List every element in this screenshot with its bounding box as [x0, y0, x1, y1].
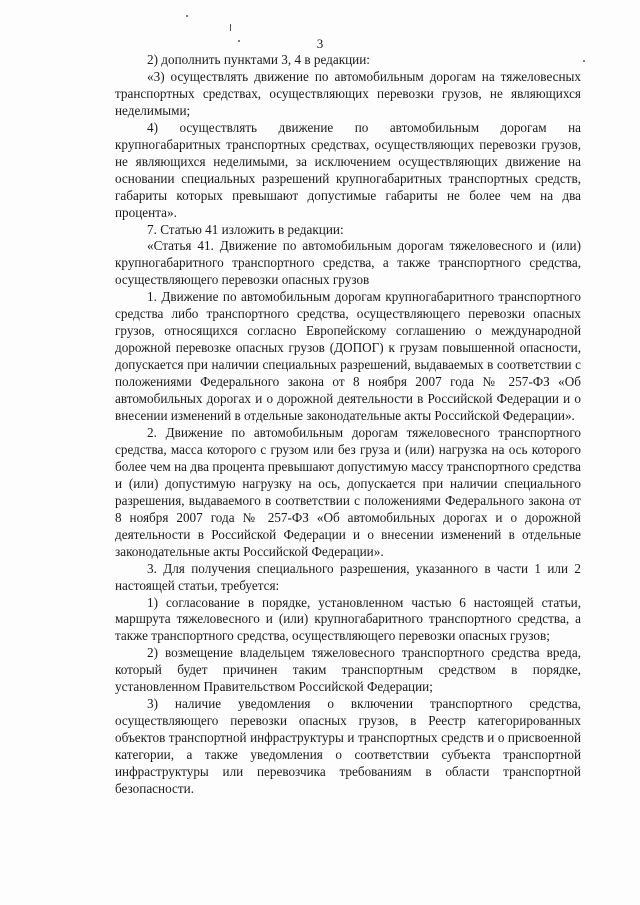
paragraph-amend-points: 2) дополнить пунктами 3, 4 в редакции: — [147, 52, 370, 67]
paragraph-article-41-part-3: 3. Для получения специального разрешения, указанного в части 1 или 2 настоящей статьи, требуется: — [115, 560, 581, 593]
paragraph-point-3: «3) осуществлять движение по автомобильным дорогам на тяжеловесных транспортных средствах, осуществляющих перевозки грузов, не являющихся неделимыми; — [115, 68, 581, 118]
scan-speck — [230, 24, 231, 31]
paragraph-article-41-title: «Статья 41. Движение по автомобильным дорогам тяжеловесного и (или) крупногабаритного транспортного средства, а также транспортного средства, осуществляющего перевозки опасных грузов — [115, 238, 581, 288]
paragraph-article-41-part-1: 1. Движение по автомобильным дорогам крупногабаритного транспортного средства либо транспортного средства, осуществляющего перевозки опасных грузов, относящихся согласно Европейскому соглашению о международной дорожной перевозке опасных грузов (ДОПОГ) к грузам повышенной опасности, допускается при наличии специальных разрешений, выдаваемых в соответствии с положениями Федерального закона от 8 ноября 2007 года № 257-ФЗ «Об автомобильных дорогах и о дорожной деятельности в Российской Федерации и о внесении изменений в отдельные законодательные акты Российской Федерации». — [115, 289, 581, 424]
document-body — [115, 52, 581, 798]
paragraph-article-41-part-2: 2. Движение по автомобильным дорогам тяжеловесного транспортного средства, масса которого с грузом или без груза и (или) нагрузка на ось которого более чем на два процента превышают допустимую массу транспортного средства и (или) допустимую нагрузку на ось, допускается при наличии специального разрешения, выдаваемого в соответствии с положениями Федерального закона от 8 ноября 2007 года № 257-ФЗ «Об автомобильных дорогах и о дорожной деятельности в Российской Федерации и о внесении изменений в отдельные законодательные акты Российской Федерации». — [115, 424, 581, 559]
paragraph-requirement-3: 3) наличие уведомления о включении транспортного средства, осуществляющего перевозки опасных грузов, в Реестр категорированных объектов транспортной инфраструктуры и транспортных средств и о присвоенной категории, а также уведомления о соответствии субъекта транспортной инфраструктуры или перевозчика требованиям в области транспортной безопасности. — [115, 696, 581, 796]
scan-speck — [583, 60, 585, 62]
page-number: 3 — [316, 36, 324, 51]
paragraph-requirement-1: 1) согласование в порядке, установленном частью 6 настоящей статьи, маршрута тяжеловесного и (или) крупногабаритного транспортного средства, а также транспортного средства, осуществляющего перевозки опасных грузов; — [115, 594, 581, 644]
scan-speck — [186, 15, 188, 17]
paragraph-point-4: 4) осуществлять движение по автомобильным дорогам на крупногабаритных транспортных средствах, осуществляющих перевозки грузов, не являющихся неделимыми, за исключением осуществляющих движение на основании специальных разрешений крупногабаритных транспортных средств, габариты которых превышают допустимые габариты не более чем на два процента». — [115, 119, 581, 220]
paragraph-article-41-instruction: 7. Статью 41 изложить в редакции: — [147, 221, 344, 237]
paragraph-requirement-2: 2) возмещение владельцем тяжеловесного транспортного средства вреда, который будет причинен таким транспортным средством в порядке, установленном Правительством Российской Федерации; — [115, 645, 581, 695]
